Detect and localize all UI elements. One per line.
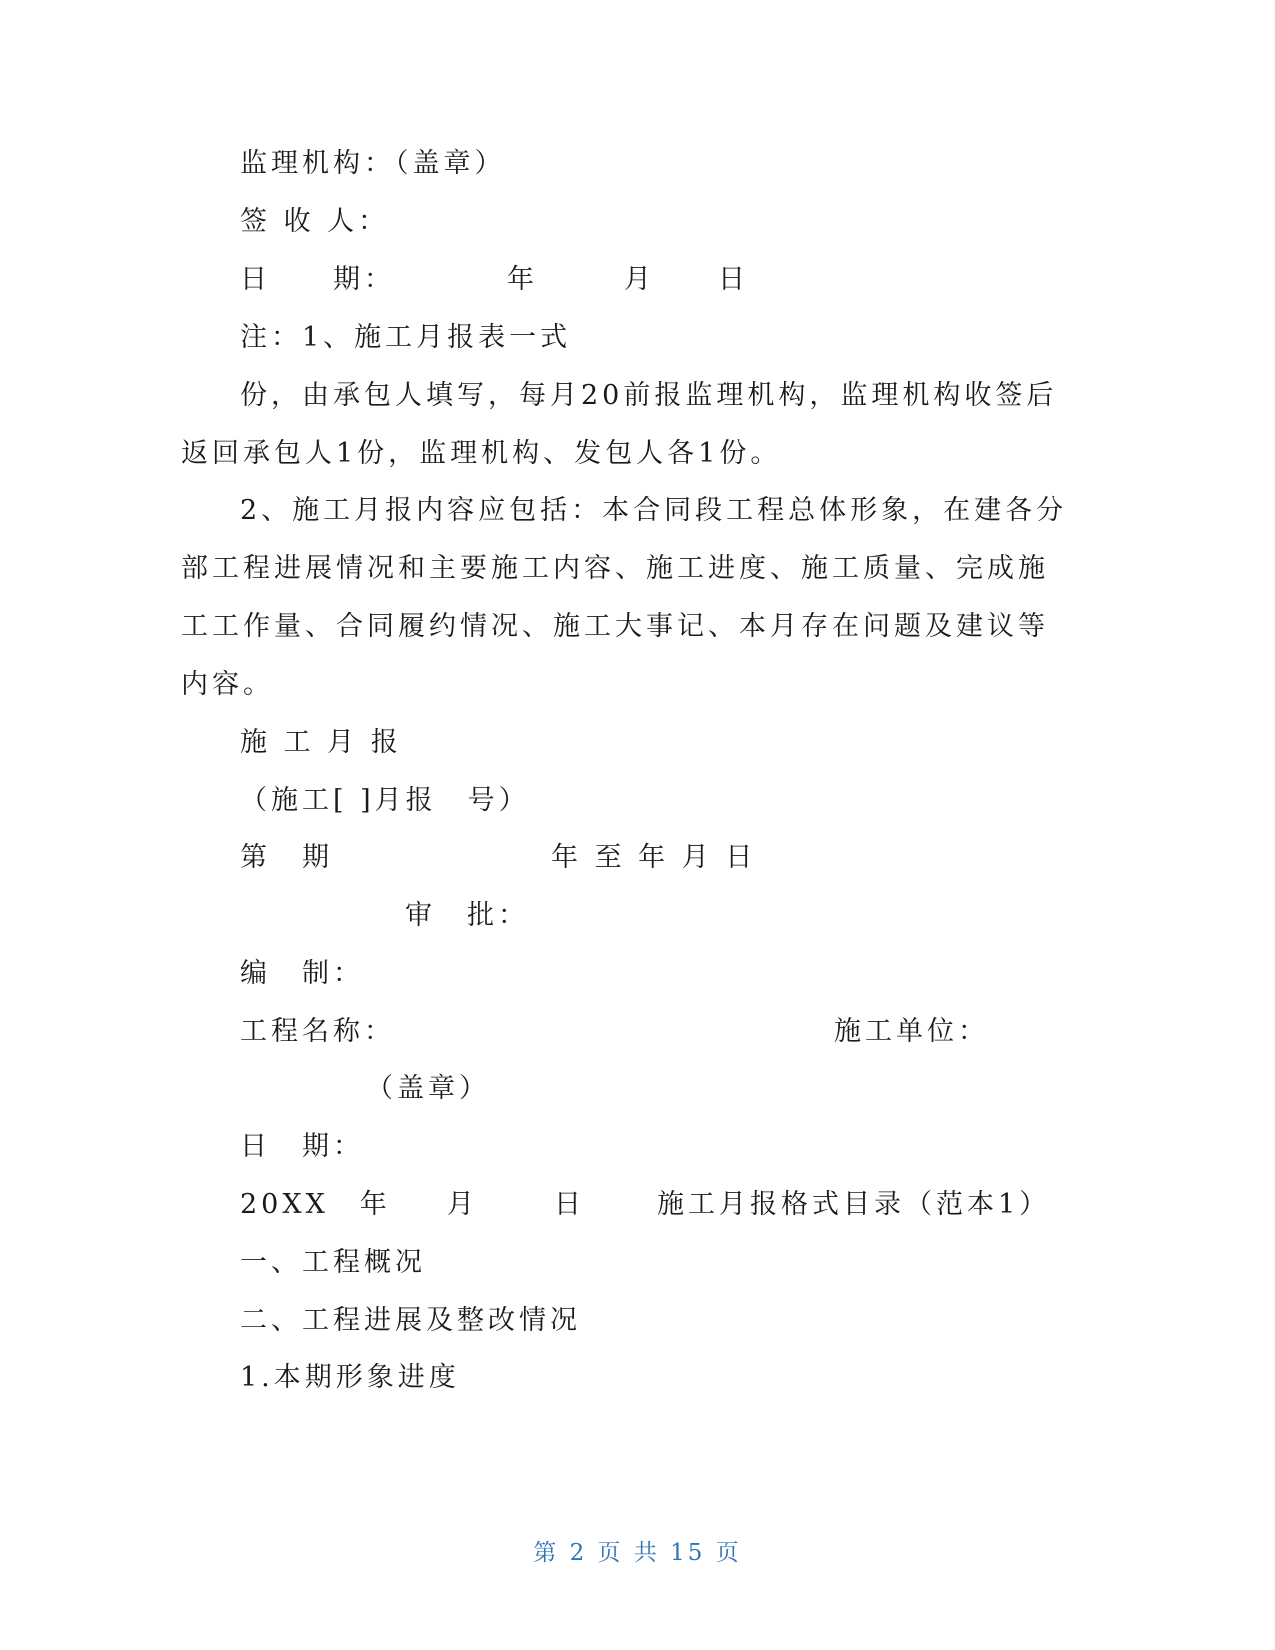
content-line-1: 2、施工月报内容应包括：本合同段工程总体形象，在建各分 [240,495,1068,526]
date-month: 月 [624,264,655,295]
construction-unit-label: 施工单位： [834,1016,989,1047]
receiver-line: 签 收 人： [240,206,390,237]
content-line-4: 内容。 [181,669,274,700]
format-catalog-title: 施工月报格式目录（范本1） [657,1189,1051,1220]
seal-label: （盖章） [366,1073,490,1104]
project-name-label: 工程名称： [240,1016,395,1047]
date-label: 日 期： [240,264,395,295]
report-title: 施 工 月 报 [240,727,402,758]
section-1-heading: 一、工程概况 [240,1247,426,1278]
content-line-3: 工工作量、合同履约情况、施工大事记、本月存在问题及建议等 [181,611,1049,642]
subsection-1-heading: 1.本期形象进度 [240,1362,460,1393]
compiler-label: 编 制： [240,958,364,989]
page-footer: 第 2 页 共 15 页 [533,1540,742,1566]
report-number: （施工[ ]月报 号） [240,785,530,816]
note-line-2: 份，由承包人填写，每月20前报监理机构，监理机构收签后 [240,380,1058,411]
date-label-2: 日 期： [240,1131,364,1162]
date-year-2: 20XX 年 [240,1189,391,1220]
issue-date-range: 年 至 年 月 日 [551,842,757,873]
date-month-2: 月 [447,1189,478,1220]
date-day-2: 日 [554,1189,585,1220]
note-line-1: 注：1、施工月报表一式 [240,322,572,353]
supervision-agency-line: 监理机构：（盖章） [240,148,506,179]
content-line-2: 部工程进展情况和主要施工内容、施工进度、施工质量、完成施 [181,553,1049,584]
section-2-heading: 二、工程进展及整改情况 [240,1305,581,1336]
approval-label: 审 批： [405,900,529,931]
issue-label: 第 期 [240,842,333,873]
date-day: 日 [718,264,749,295]
note-line-3: 返回承包人1份，监理机构、发包人各1份。 [181,438,782,469]
date-year: 年 [507,264,538,295]
